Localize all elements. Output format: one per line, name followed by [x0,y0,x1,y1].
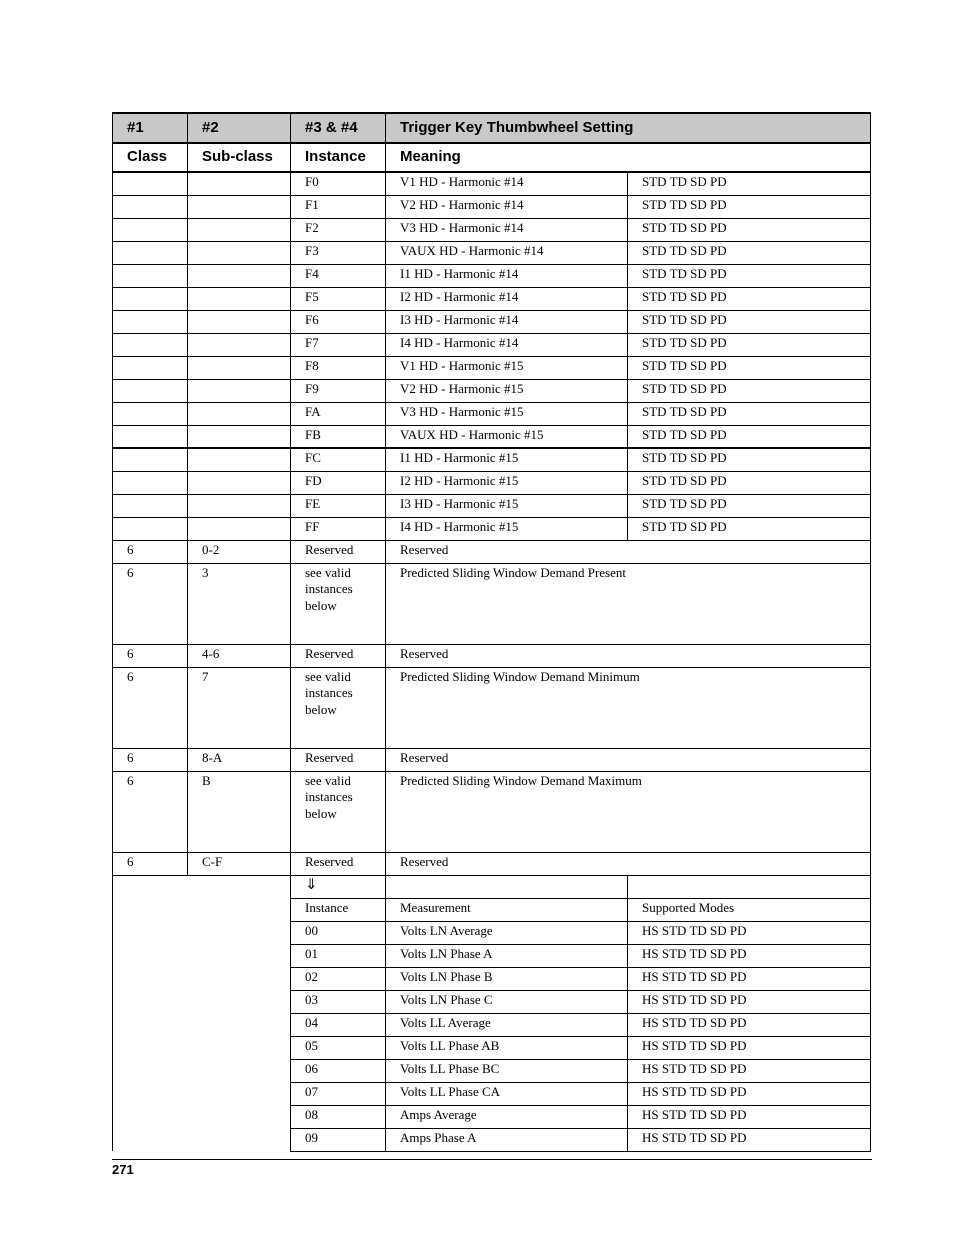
modes-cell: HS STD TD SD PD [628,990,871,1013]
class-cell [113,241,188,264]
measurement-cell: Amps Phase A [386,1128,628,1151]
modes-cell: HS STD TD SD PD [628,1059,871,1082]
header-col-3-4: #3 & #4 [291,113,386,143]
class-cell [113,379,188,402]
class-cell [113,425,188,448]
instance-cell: F2 [291,218,386,241]
instance-cell: 05 [291,1036,386,1059]
measurement-cell: Volts LN Phase B [386,967,628,990]
instance-cell: see valid instances below [291,771,386,852]
modes-header: Supported Modes [628,898,871,921]
subclass-cell: B [188,771,291,852]
table-row [113,644,871,667]
table-row [113,494,871,517]
instance-cell: see valid instances below [291,667,386,748]
class-cell [113,402,188,425]
modes-cell: STD TD SD PD [628,517,871,540]
class-cell: 6 [113,748,188,771]
meaning-cell: V1 HD - Harmonic #15 [386,356,628,379]
instance-cell: see valid instances below [291,563,386,644]
instance-cell: 00 [291,921,386,944]
class-cell [113,448,188,471]
instance-cell: FD [291,471,386,494]
modes-cell: STD TD SD PD [628,494,871,517]
class-cell [113,517,188,540]
class-cell [113,172,188,195]
header-class: Class [113,143,188,172]
measurement-cell: Volts LN Phase A [386,944,628,967]
meaning-cell: V1 HD - Harmonic #14 [386,172,628,195]
table-row [113,241,871,264]
modes-cell: STD TD SD PD [628,195,871,218]
subclass-cell: 3 [188,563,291,644]
table-row [113,748,871,771]
modes-cell: HS STD TD SD PD [628,1128,871,1151]
meaning-cell: Reserved [386,540,871,563]
class-cell [113,333,188,356]
measurement-cell: Volts LL Average [386,1013,628,1036]
page-number: 271 [112,1162,134,1177]
meaning-cell: I2 HD - Harmonic #15 [386,471,628,494]
table-row [113,356,871,379]
subclass-cell [188,448,291,471]
subclass-cell: 7 [188,667,291,748]
table-header-row-1 [113,113,871,143]
table-row [113,471,871,494]
measurement-cell: Volts LN Average [386,921,628,944]
modes-cell: STD TD SD PD [628,241,871,264]
measurement-cell: Volts LL Phase AB [386,1036,628,1059]
meaning-cell: V3 HD - Harmonic #15 [386,402,628,425]
modes-cell: HS STD TD SD PD [628,1105,871,1128]
instance-cell: 04 [291,1013,386,1036]
instance-cell: 01 [291,944,386,967]
class-cell [113,471,188,494]
modes-cell: STD TD SD PD [628,402,871,425]
subclass-cell [188,195,291,218]
table-row [113,287,871,310]
subclass-cell [188,425,291,448]
measurement-header: Measurement [386,898,628,921]
modes-cell: STD TD SD PD [628,310,871,333]
table-header-row-2 [113,143,871,172]
table-row [113,425,871,448]
modes-cell: STD TD SD PD [628,471,871,494]
table-row [113,852,871,875]
instance-cell: 08 [291,1105,386,1128]
instance-cell: 02 [291,967,386,990]
instance-cell: FE [291,494,386,517]
instance-cell: 06 [291,1059,386,1082]
table-row [113,517,871,540]
meaning-cell: I2 HD - Harmonic #14 [386,287,628,310]
table-row [113,218,871,241]
header-col-1: #1 [113,113,188,143]
instance-cell: Reserved [291,540,386,563]
class-cell: 6 [113,563,188,644]
class-cell [113,264,188,287]
meaning-cell: I1 HD - Harmonic #15 [386,448,628,471]
instance-cell: Reserved [291,644,386,667]
meaning-cell: Reserved [386,852,871,875]
header-meaning: Meaning [386,143,871,172]
meaning-cell [386,875,628,898]
instance-cell: F8 [291,356,386,379]
measurement-cell: Volts LL Phase CA [386,1082,628,1105]
subclass-cell [188,310,291,333]
instance-cell: F3 [291,241,386,264]
modes-cell [628,875,871,898]
instance-cell: FB [291,425,386,448]
class-cell [113,494,188,517]
table-row [113,771,871,852]
subclass-cell [188,218,291,241]
header-trigger-key: Trigger Key Thumbwheel Setting [386,113,871,143]
instance-cell: F7 [291,333,386,356]
table-row [113,310,871,333]
down-arrow-icon: ⇓ [291,875,386,898]
meaning-cell: VAUX HD - Harmonic #15 [386,425,628,448]
table-row [113,667,871,748]
instance-cell: Reserved [291,748,386,771]
blank-left-cell [113,875,291,1151]
footer-rule [112,1159,872,1160]
table-row [113,195,871,218]
meaning-cell: Predicted Sliding Window Demand Maximum [386,771,871,852]
subclass-cell: 4-6 [188,644,291,667]
class-cell: 6 [113,667,188,748]
instance-cell: F6 [291,310,386,333]
measurement-cell: Amps Average [386,1105,628,1128]
subclass-cell [188,241,291,264]
class-cell: 6 [113,852,188,875]
table-row [113,264,871,287]
subclass-cell: C-F [188,852,291,875]
table-row [113,379,871,402]
subclass-cell [188,402,291,425]
modes-cell: STD TD SD PD [628,264,871,287]
instance-cell: F9 [291,379,386,402]
table-row [113,333,871,356]
modes-cell: STD TD SD PD [628,356,871,379]
instance-cell: F5 [291,287,386,310]
class-cell: 6 [113,540,188,563]
subclass-cell [188,471,291,494]
trigger-key-table [112,112,871,1152]
header-subclass: Sub-class [188,143,291,172]
subclass-cell: 0-2 [188,540,291,563]
subclass-cell [188,172,291,195]
meaning-cell: Reserved [386,644,871,667]
modes-cell: HS STD TD SD PD [628,1013,871,1036]
table-row [113,540,871,563]
header-col-2: #2 [188,113,291,143]
subclass-cell [188,264,291,287]
meaning-cell: I3 HD - Harmonic #15 [386,494,628,517]
subclass-cell: 8-A [188,748,291,771]
instance-cell: F4 [291,264,386,287]
instance-cell: FA [291,402,386,425]
meaning-cell: I1 HD - Harmonic #14 [386,264,628,287]
meaning-cell: V3 HD - Harmonic #14 [386,218,628,241]
meaning-cell: Reserved [386,748,871,771]
modes-cell: HS STD TD SD PD [628,944,871,967]
modes-cell: STD TD SD PD [628,218,871,241]
meaning-cell: I4 HD - Harmonic #14 [386,333,628,356]
class-cell [113,356,188,379]
instance-cell: 07 [291,1082,386,1105]
modes-cell: STD TD SD PD [628,448,871,471]
subclass-cell [188,379,291,402]
modes-cell: STD TD SD PD [628,172,871,195]
subclass-cell [188,287,291,310]
meaning-cell: V2 HD - Harmonic #15 [386,379,628,402]
header-instance: Instance [291,143,386,172]
meaning-cell: VAUX HD - Harmonic #14 [386,241,628,264]
class-cell [113,310,188,333]
instance-cell: 09 [291,1128,386,1151]
meaning-cell: I3 HD - Harmonic #14 [386,310,628,333]
subclass-cell [188,494,291,517]
class-cell [113,218,188,241]
class-cell: 6 [113,644,188,667]
instance-cell: Reserved [291,852,386,875]
meaning-cell: Predicted Sliding Window Demand Minimum [386,667,871,748]
instance-cell: 03 [291,990,386,1013]
modes-cell: STD TD SD PD [628,425,871,448]
subclass-cell [188,356,291,379]
modes-cell: HS STD TD SD PD [628,1036,871,1059]
table-row [113,448,871,471]
table-row [113,402,871,425]
meaning-cell: V2 HD - Harmonic #14 [386,195,628,218]
instance-header: Instance [291,898,386,921]
measurement-cell: Volts LL Phase BC [386,1059,628,1082]
meaning-cell: I4 HD - Harmonic #15 [386,517,628,540]
subclass-cell [188,333,291,356]
instance-cell: FF [291,517,386,540]
modes-cell: STD TD SD PD [628,287,871,310]
modes-cell: STD TD SD PD [628,379,871,402]
table-row [113,172,871,195]
table-row [113,563,871,644]
instance-cell: F1 [291,195,386,218]
instance-cell: FC [291,448,386,471]
modes-cell: HS STD TD SD PD [628,921,871,944]
class-cell [113,287,188,310]
table-row [113,875,871,898]
measurement-cell: Volts LN Phase C [386,990,628,1013]
modes-cell: STD TD SD PD [628,333,871,356]
instance-cell: F0 [291,172,386,195]
subclass-cell [188,517,291,540]
class-cell [113,195,188,218]
modes-cell: HS STD TD SD PD [628,967,871,990]
class-cell: 6 [113,771,188,852]
meaning-cell: Predicted Sliding Window Demand Present [386,563,871,644]
modes-cell: HS STD TD SD PD [628,1082,871,1105]
